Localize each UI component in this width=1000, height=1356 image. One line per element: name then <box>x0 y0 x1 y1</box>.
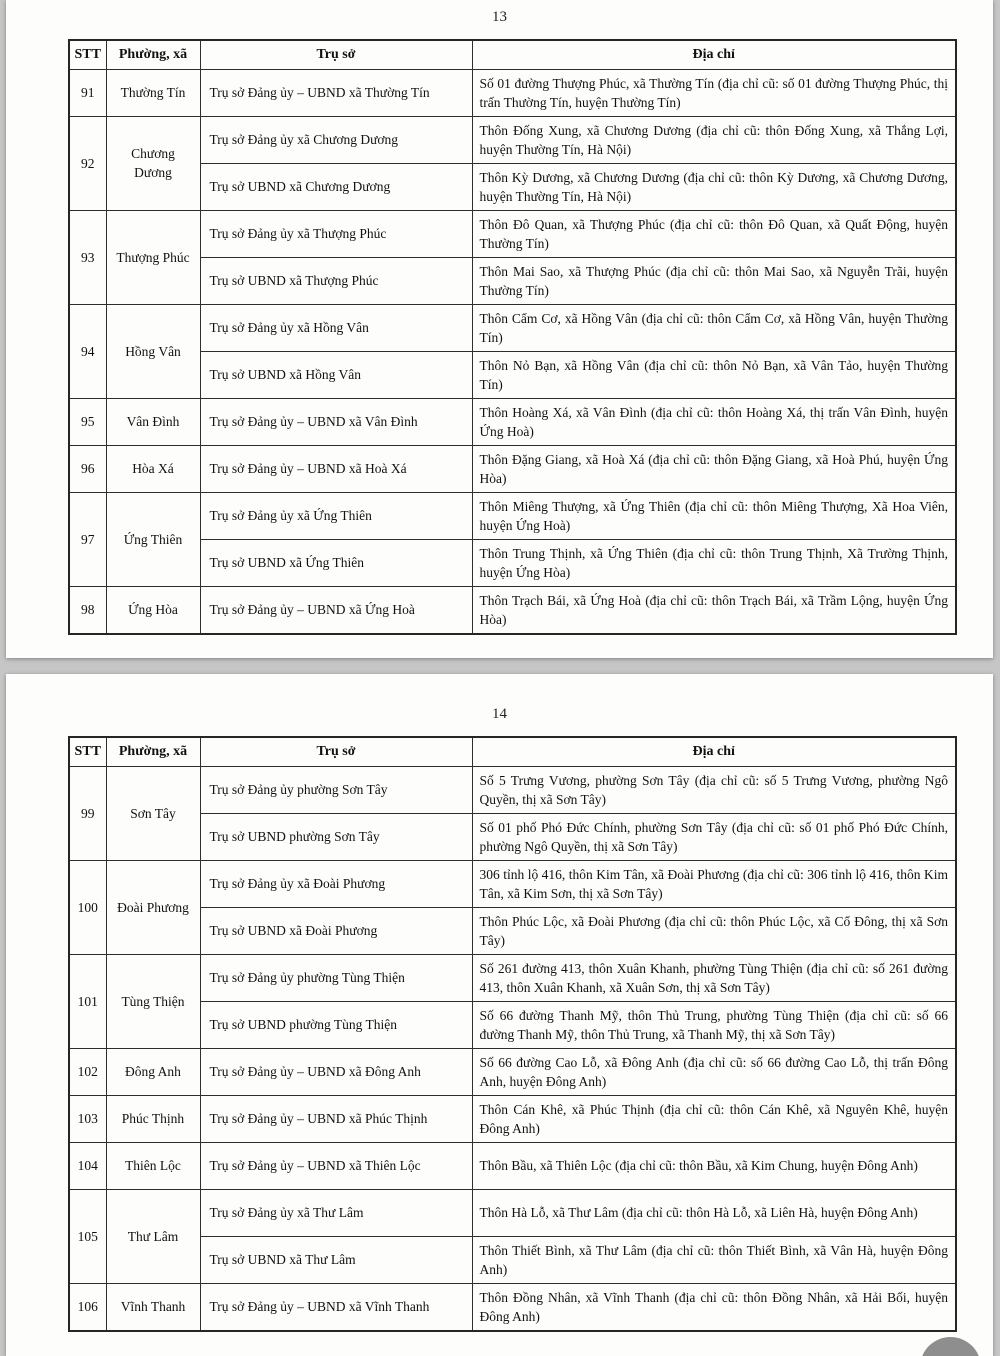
table-row <box>69 586 956 634</box>
office-cell: Trụ sở Đảng ủy xã Đoài Phương <box>200 860 472 907</box>
table-row <box>69 163 956 210</box>
address-cell: Thôn Đồng Nhân, xã Vĩnh Thanh (địa chỉ cũ: thôn Đồng Nhân, xã Hải Bối, huyện Đông Anh) <box>472 1283 956 1331</box>
stt-cell: 102 <box>69 1048 106 1095</box>
document-page-14 <box>6 674 993 1356</box>
column-header: STT <box>69 40 106 69</box>
ward-cell: Thiên Lộc <box>106 1142 200 1189</box>
office-cell: Trụ sở Đảng ủy – UBND xã Vân Đình <box>200 398 472 445</box>
column-header: Phường, xã <box>106 40 200 69</box>
address-cell: Thôn Miêng Thượng, xã Ứng Thiên (địa chỉ cũ: thôn Miêng Thượng, Xã Hoa Viên, huyện Ứng Hoà) <box>472 492 956 539</box>
office-cell: Trụ sở UBND phường Sơn Tây <box>200 813 472 860</box>
stt-cell: 100 <box>69 860 106 954</box>
ward-cell: Vân Đình <box>106 398 200 445</box>
stt-cell: 96 <box>69 445 106 492</box>
office-cell: Trụ sở Đảng ủy – UBND xã Đông Anh <box>200 1048 472 1095</box>
ward-cell: Ứng Hòa <box>106 586 200 634</box>
table-row <box>69 492 956 539</box>
stt-cell: 95 <box>69 398 106 445</box>
address-cell: 306 tỉnh lộ 416, thôn Kim Tân, xã Đoài Phương (địa chỉ cũ: 306 tỉnh lộ 416, thôn Kim Tân, xã Kim Sơn, thị xã Sơn Tây) <box>472 860 956 907</box>
office-cell: Trụ sở Đảng ủy – UBND xã Phúc Thịnh <box>200 1095 472 1142</box>
address-cell: Thôn Trung Thịnh, xã Ứng Thiên (địa chỉ cũ: thôn Trung Thịnh, Xã Trường Thịnh, huyện Ứng Hòa) <box>472 539 956 586</box>
address-cell: Thôn Nỏ Bạn, xã Hồng Vân (địa chỉ cũ: thôn Nỏ Bạn, xã Vân Tảo, huyện Thường Tín) <box>472 351 956 398</box>
ward-cell: Thư Lâm <box>106 1189 200 1283</box>
stt-cell: 106 <box>69 1283 106 1331</box>
address-cell: Số 01 phố Phó Đức Chính, phường Sơn Tây (địa chỉ cũ: số 01 phố Phó Đức Chính, phường Ngô Quyền, thị xã Sơn Tây) <box>472 813 956 860</box>
office-cell: Trụ sở Đảng ủy xã Chương Dương <box>200 116 472 163</box>
stt-cell: 98 <box>69 586 106 634</box>
table-row <box>69 1236 956 1283</box>
address-cell: Thôn Đống Xung, xã Chương Dương (địa chỉ cũ: thôn Đống Xung, xã Thắng Lợi, huyện Thường Tín, Hà Nội) <box>472 116 956 163</box>
table-row <box>69 116 956 163</box>
ward-cell: Chương Dương <box>106 116 200 210</box>
address-cell: Thôn Trạch Bái, xã Ứng Hoà (địa chỉ cũ: thôn Trạch Bái, xã Trầm Lộng, huyện Ứng Hòa) <box>472 586 956 634</box>
ward-cell: Đoài Phương <box>106 860 200 954</box>
table-body <box>69 766 956 1331</box>
office-cell: Trụ sở Đảng ủy xã Thượng Phúc <box>200 210 472 257</box>
document-page-13 <box>6 0 993 658</box>
office-cell: Trụ sở Đảng ủy – UBND xã Thường Tín <box>200 69 472 116</box>
table-row <box>69 954 956 1001</box>
table-row <box>69 907 956 954</box>
table-row <box>69 813 956 860</box>
table-row <box>69 210 956 257</box>
office-cell: Trụ sở UBND xã Chương Dương <box>200 163 472 210</box>
table-row <box>69 1048 956 1095</box>
column-header: Phường, xã <box>106 737 200 766</box>
column-header: Trụ sở <box>200 40 472 69</box>
ward-cell: Tùng Thiện <box>106 954 200 1048</box>
office-cell: Trụ sở Đảng ủy xã Hồng Vân <box>200 304 472 351</box>
address-cell: Số 66 đường Cao Lỗ, xã Đông Anh (địa chỉ cũ: số 66 đường Cao Lỗ, thị trấn Đông Anh, huyện Đông Anh) <box>472 1048 956 1095</box>
office-cell: Trụ sở Đảng ủy xã Thư Lâm <box>200 1189 472 1236</box>
ward-office-table-page-14 <box>68 736 957 1332</box>
stt-cell: 97 <box>69 492 106 586</box>
table-row <box>69 766 956 813</box>
office-cell: Trụ sở UBND xã Đoài Phương <box>200 907 472 954</box>
table-header-row <box>69 40 956 69</box>
table-row <box>69 69 956 116</box>
office-cell: Trụ sở UBND xã Thư Lâm <box>200 1236 472 1283</box>
stt-cell: 94 <box>69 304 106 398</box>
address-cell: Số 01 đường Thượng Phúc, xã Thường Tín (địa chỉ cũ: số 01 đường Thượng Phúc, thị trấn Thường Tín, huyện Thường Tín) <box>472 69 956 116</box>
office-cell: Trụ sở UBND xã Ứng Thiên <box>200 539 472 586</box>
office-cell: Trụ sở Đảng ủy – UBND xã Hoà Xá <box>200 445 472 492</box>
stt-cell: 99 <box>69 766 106 860</box>
table-row <box>69 539 956 586</box>
stt-cell: 103 <box>69 1095 106 1142</box>
address-cell: Số 5 Trưng Vương, phường Sơn Tây (địa chỉ cũ: số 5 Trưng Vương, phường Ngô Quyền, thị xã Sơn Tây) <box>472 766 956 813</box>
address-cell: Thôn Bầu, xã Thiên Lộc (địa chỉ cũ: thôn Bầu, xã Kim Chung, huyện Đông Anh) <box>472 1142 956 1189</box>
address-cell: Thôn Mai Sao, xã Thượng Phúc (địa chỉ cũ: thôn Mai Sao, xã Nguyễn Trãi, huyện Thường Tín) <box>472 257 956 304</box>
ward-cell: Ứng Thiên <box>106 492 200 586</box>
header-row <box>69 737 956 766</box>
ward-cell: Hòa Xá <box>106 445 200 492</box>
ward-cell: Hồng Vân <box>106 304 200 398</box>
column-header: Địa chỉ <box>472 40 956 69</box>
column-header: STT <box>69 737 106 766</box>
table-row <box>69 445 956 492</box>
stt-cell: 101 <box>69 954 106 1048</box>
ward-cell: Sơn Tây <box>106 766 200 860</box>
office-cell: Trụ sở Đảng ủy – UBND xã Vĩnh Thanh <box>200 1283 472 1331</box>
address-cell: Thôn Hà Lỗ, xã Thư Lâm (địa chỉ cũ: thôn Hà Lỗ, xã Liên Hà, huyện Đông Anh) <box>472 1189 956 1236</box>
stt-cell: 92 <box>69 116 106 210</box>
table-header-row <box>69 737 956 766</box>
ward-cell: Đông Anh <box>106 1048 200 1095</box>
stt-cell: 91 <box>69 69 106 116</box>
table-row <box>69 257 956 304</box>
table-row <box>69 1283 956 1331</box>
table-body <box>69 69 956 634</box>
office-cell: Trụ sở Đảng ủy – UBND xã Thiên Lộc <box>200 1142 472 1189</box>
table-row <box>69 860 956 907</box>
page-gap <box>0 658 1000 674</box>
office-cell: Trụ sở Đảng ủy phường Tùng Thiện <box>200 954 472 1001</box>
ward-cell: Phúc Thịnh <box>106 1095 200 1142</box>
ward-cell: Thượng Phúc <box>106 210 200 304</box>
table-row <box>69 1142 956 1189</box>
address-cell: Số 261 đường 413, thôn Xuân Khanh, phường Tùng Thiện (địa chỉ cũ: số 261 đường 413, thôn Xuân Khanh, xã Xuân Sơn, thị xã Sơn Tây) <box>472 954 956 1001</box>
address-cell: Thôn Cán Khê, xã Phúc Thịnh (địa chỉ cũ: thôn Cán Khê, xã Nguyên Khê, huyện Đông Anh) <box>472 1095 956 1142</box>
stt-cell: 93 <box>69 210 106 304</box>
ward-cell: Vĩnh Thanh <box>106 1283 200 1331</box>
column-header: Địa chỉ <box>472 737 956 766</box>
address-cell: Thôn Đô Quan, xã Thượng Phúc (địa chỉ cũ: thôn Đô Quan, xã Quất Động, huyện Thường Tín) <box>472 210 956 257</box>
office-cell: Trụ sở UBND xã Thượng Phúc <box>200 257 472 304</box>
table-row <box>69 1189 956 1236</box>
page-number: 13 <box>492 9 507 25</box>
address-cell: Thôn Hoàng Xá, xã Vân Đình (địa chỉ cũ: thôn Hoàng Xá, thị trấn Vân Đình, huyện Ứng Hoà) <box>472 398 956 445</box>
column-header: Trụ sở <box>200 737 472 766</box>
office-cell: Trụ sở UBND phường Tùng Thiện <box>200 1001 472 1048</box>
table-row <box>69 304 956 351</box>
table-row <box>69 1095 956 1142</box>
address-cell: Thôn Kỳ Dương, xã Chương Dương (địa chỉ cũ: thôn Kỳ Dương, xã Chương Dương, huyện Thường Tín, Hà Nội) <box>472 163 956 210</box>
office-cell: Trụ sở Đảng ủy phường Sơn Tây <box>200 766 472 813</box>
header-row <box>69 40 956 69</box>
stt-cell: 104 <box>69 1142 106 1189</box>
address-cell: Thôn Cẩm Cơ, xã Hồng Vân (địa chỉ cũ: thôn Cẩm Cơ, xã Hồng Vân, huyện Thường Tín) <box>472 304 956 351</box>
ward-office-table-page-13 <box>68 39 957 635</box>
address-cell: Thôn Thiết Bình, xã Thư Lâm (địa chỉ cũ: thôn Thiết Bình, xã Vân Hà, huyện Đông Anh) <box>472 1236 956 1283</box>
address-cell: Số 66 đường Thanh Mỹ, thôn Thủ Trung, phường Tùng Thiện (địa chỉ cũ: số 66 đường Thanh Mỹ, thôn Thủ Trung, xã Thanh Mỹ, thị xã Sơn Tây) <box>472 1001 956 1048</box>
ward-cell: Thường Tín <box>106 69 200 116</box>
office-cell: Trụ sở Đảng ủy – UBND xã Ứng Hoà <box>200 586 472 634</box>
stt-cell: 105 <box>69 1189 106 1283</box>
office-cell: Trụ sở Đảng ủy xã Ứng Thiên <box>200 492 472 539</box>
address-cell: Thôn Đặng Giang, xã Hoà Xá (địa chỉ cũ: thôn Đặng Giang, xã Hoà Phú, huyện Ứng Hòa) <box>472 445 956 492</box>
office-cell: Trụ sở UBND xã Hồng Vân <box>200 351 472 398</box>
address-cell: Thôn Phúc Lộc, xã Đoài Phương (địa chỉ cũ: thôn Phúc Lộc, xã Cổ Đông, thị xã Sơn Tây) <box>472 907 956 954</box>
table-row <box>69 1001 956 1048</box>
table-row <box>69 398 956 445</box>
page-number: 14 <box>492 706 507 722</box>
table-row <box>69 351 956 398</box>
